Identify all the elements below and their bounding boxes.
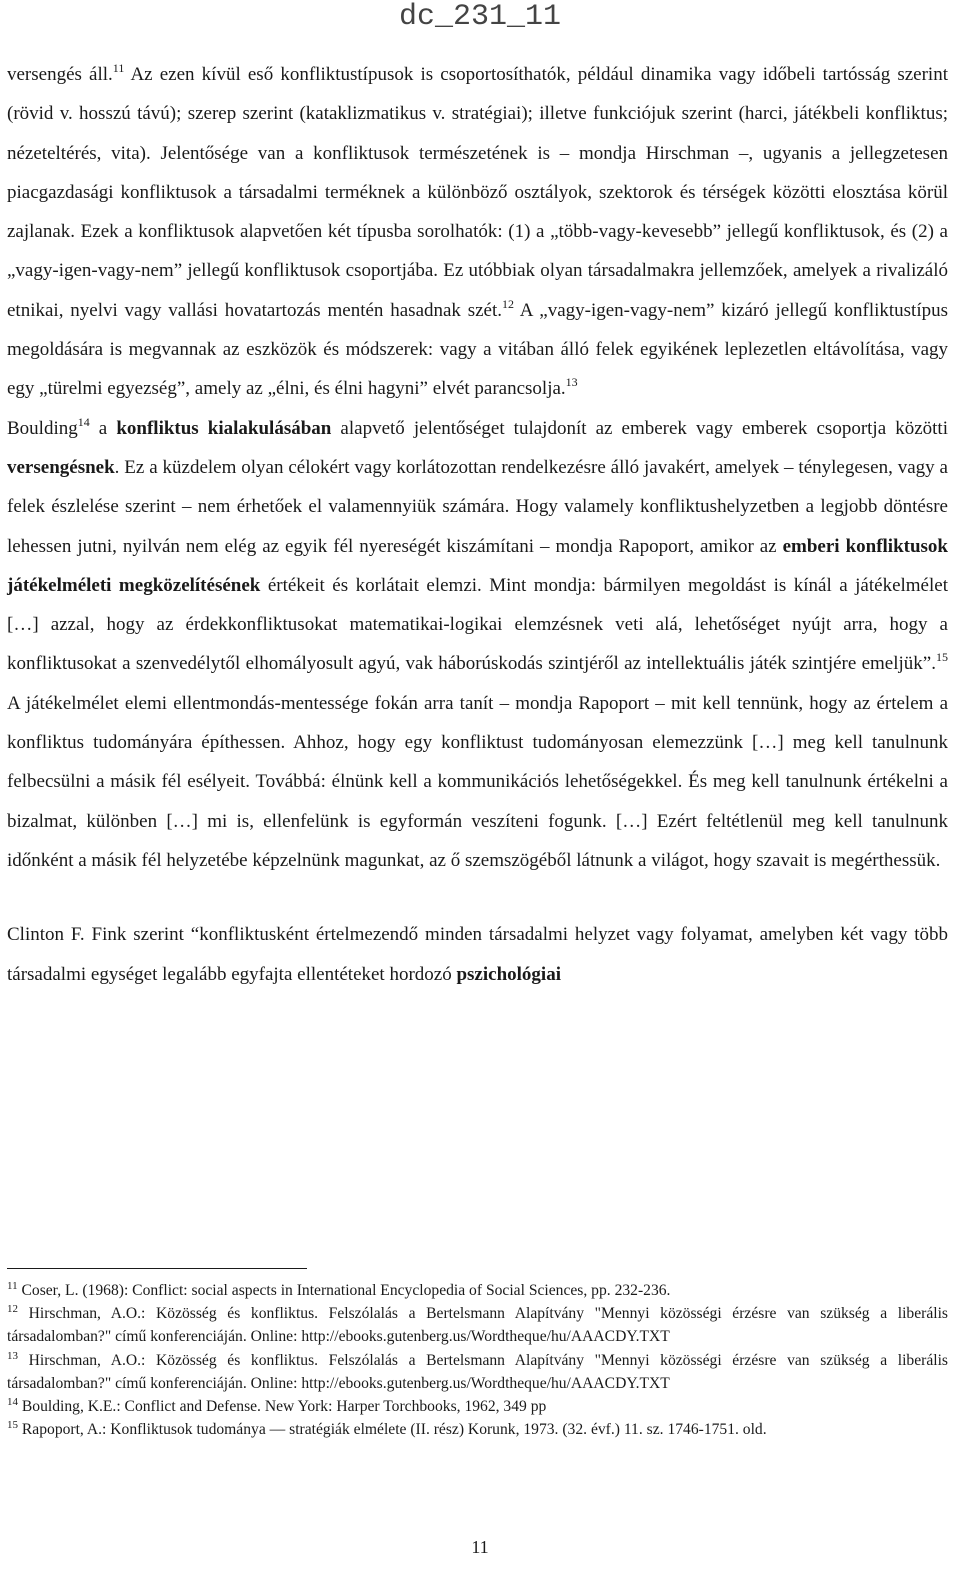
bold-term: emberi konfliktusok játékelméleti megközelítésének xyxy=(7,535,949,596)
paragraph-1: versengés áll.$^{11}$ Az ezen kívül eső konfliktustípusok is csoportosíthatók, például dinamika vagy időbeli tartósság szerint (rövid v. hosszú távú); szerep szerint (kataklizmatikus v. stratégiai); illetve funkciójuk szerint (harci, játékbeli konfliktus; nézeteltérés, vita). Jelentősége van a konfliktusok természetének is – mondja Hirschman –, ugyanis a jellegzetesen piacgazdasági konfliktusok a társadalmi terméknek a különböző osztályok, szektorok és térségek közötti elosztása körül zajlanak. Ezek a konfliktusok alapvetően két típusba sorolhatók: (1) a „több-vagy-kevesebb” jellegű konfliktusok, és (2) a „vagy-igen-vagy-nem” jellegű konfliktusok csoportjába. Ez utóbbiak olyan társadalmakra jellemzőek, amelyek a rivalizáló etnikai, nyelvi vagy vallási hovatartozás mentén hasadnak szét.$^{12}$ A „vagy-igen-vagy-nem” kizáró jellegű konfliktustípus megoldására is megvannak az eszközök és módszerek: vagy a vitában álló felek egyikének leplezetlen eltávolítása, vagy egy „türelmi egyezség”, amely az „élni, és élni hagyni” elvét parancsolja.$^{13}$ xyxy=(7,61,949,400)
footnote-15: $^{15}$ Rapoport, A.: Konfliktusok tudománya — stratégiák elmélete (II. rész) Korunk, 1973. (32. évf.) 11. sz. 1746-1751. old. xyxy=(7,1419,767,1439)
footnote-12: $^{12}$ Hirschman, A.O.: Közösség és konfliktus. Felszólalás a Bertelsmann Alapítvány "Mennyi közösségi érzésre van szükség a liberális társadalomban?" című konferenciáján. Online: http://ebooks.gutenberg.us/Wordtheque/hu/AAACDY.TXT xyxy=(7,1303,948,1346)
paragraph-3: Clinton F. Fink szerint “konfliktusként értelmezendő minden társadalmi helyzet vagy folyamat, amelyben két vagy több társadalmi egységet legalább egyfajta ellentéteket hordozó pszichológiai xyxy=(7,924,948,985)
paragraph-2: Boulding$^{14}$ a konfliktus kialakulásában alapvető jelentőséget tulajdonít az emberek vagy emberek csoportja közötti versengésnek. Ez a küzdelem olyan célokért vagy korlátozottan rendelkezésre álló javakért, amelyek – ténylegesen, vagy a felek észlelése szerint – nem érhetőek el valamennyiük számára. Hogy valamely konfliktushelyzetben a legjobb döntésre lehessen jutni, nyilván nem elég az egyik fél nyereségét kiszámítani – mondja Rapoport, amikor az emberi konfliktusok játékelméleti megközelítésének értékeit és korlátait elemzi. Mint mondja: bármilyen megoldást is kínál a játékelmélet […] azzal, hogy az érdekkonfliktusokat matematikai-logikai elemzésnek veti alá, lehetőséget nyújt arra, hogy a konfliktusokat a szenvedélytől elhomályosult agyú, vak háborúskodás szintjéről az intellektuális játék szintjére emeljük”.$^{15}$ A játékelmélet elemi ellentmondás-mentessége fokán arra tanít – mondja Rapoport – mit kell tennünk, hogy az értelem a konfliktus tudományára építhessen. Ahhoz, hogy egy konfliktust tudományosan elemezzünk […] meg kell tanulnunk felbecsülni a másik fél esélyeit. Továbbá: élnünk kell a kommunikációs lehetőségekkel. És meg kell tanulnunk értékelni a bizalmat, különben […] mi is, ellenfelünk is egyformán veszíteni fogunk. […] Ezért feltétlenül meg kell tanulnunk időnként a másik fél helyzetébe képzelnünk magunkat, az ő szemszögéből látnunk a világot, hogy szavait is megérthessük. xyxy=(7,414,949,871)
footnote-14: $^{14}$ Boulding, K.E.: Conflict and Defense. New York: Harper Torchbooks, 1962, 349 pp xyxy=(7,1396,547,1416)
footnote-ref-12[interactable]: 12 xyxy=(502,296,515,311)
bold-term: pszichológiai xyxy=(456,963,561,985)
footnote-11: $^{11}$ Coser, L. (1968): Conflict: social aspects in International Encyclopedia of Social Sciences, pp. 232-236. xyxy=(7,1280,671,1299)
bold-term: versengésnek xyxy=(7,456,115,478)
footnote-ref-11[interactable]: 11 xyxy=(112,61,125,75)
paragraph-gap xyxy=(7,880,948,915)
footnote-ref-15[interactable]: 15 xyxy=(936,650,948,665)
body-text xyxy=(7,55,948,994)
footnote-13: $^{13}$ Hirschman, A.O.: Közösség és konfliktus. Felszólalás a Bertelsmann Alapítvány "Mennyi közösségi érzésre van szükség a liberális társadalomban?" című konferenciáján. Online: http://ebooks.gutenberg.us/Wordtheque/hu/AAACDY.TXT xyxy=(7,1349,948,1392)
footnote-ref-13[interactable]: 13 xyxy=(565,375,578,390)
footnote-link[interactable]: http://ebooks.gutenberg.us/Wordtheque/hu/AAACDY.TXT xyxy=(301,1374,670,1392)
footnotes xyxy=(7,1279,948,1441)
bold-term: konfliktus kialakulásában xyxy=(116,417,332,439)
footnote-link[interactable]: http://ebooks.gutenberg.us/Wordtheque/hu/AAACDY.TXT xyxy=(301,1328,670,1346)
footnote-separator xyxy=(7,1268,307,1269)
document-id-header: dc_231_11 xyxy=(398,0,562,34)
footnote-ref-14[interactable]: 14 xyxy=(77,414,90,429)
page-number: 11 xyxy=(471,1537,489,1557)
